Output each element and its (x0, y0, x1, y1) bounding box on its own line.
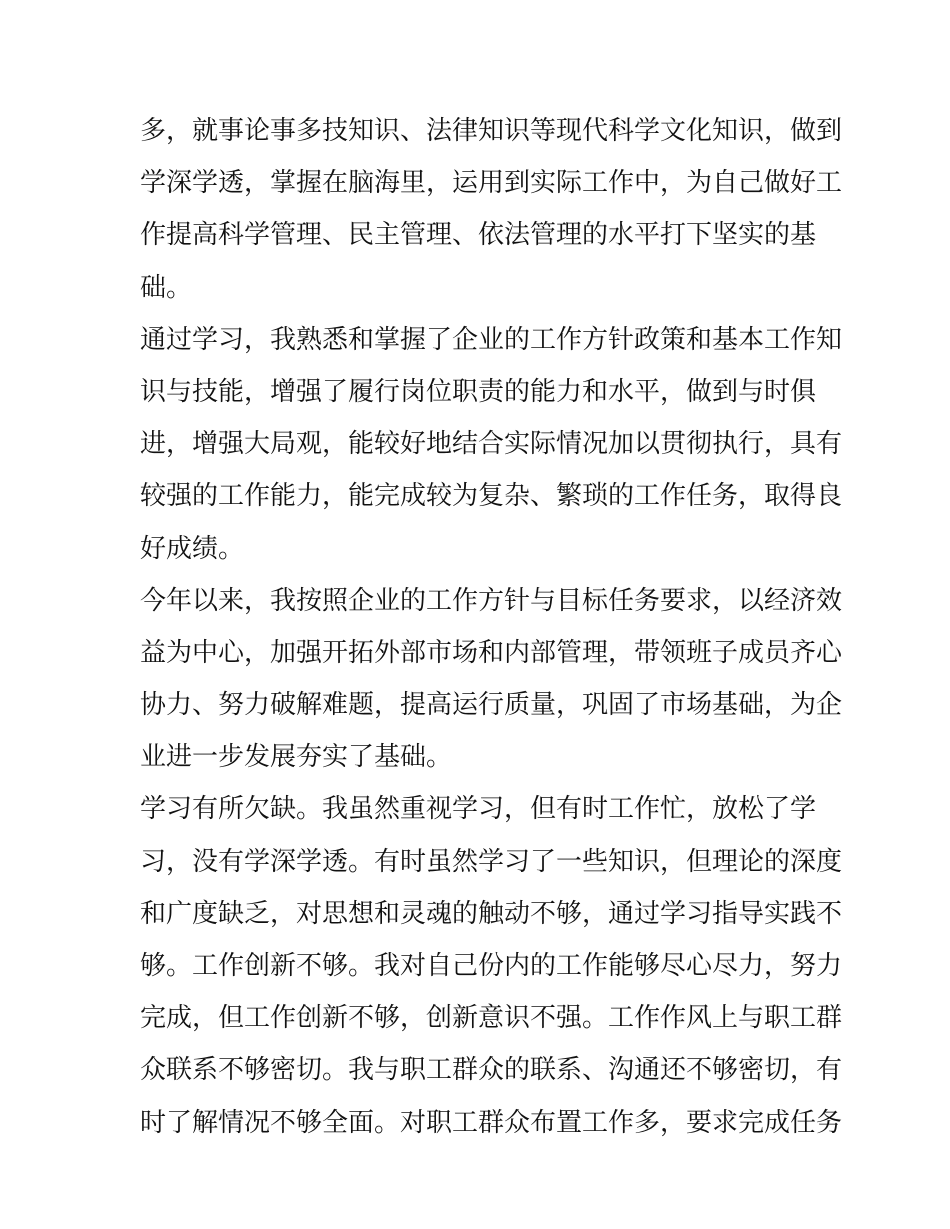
text-line: 够。工作创新不够。我对自己份内的工作能够尽心尽力，努力 (140, 951, 843, 981)
text-line: 通过学习，我熟悉和掌握了企业的工作方针政策和基本工作知 (140, 324, 843, 355)
text-line: 习，没有学深学透。有时虽然学习了一些知识，但理论的深度 (140, 846, 843, 877)
text-line: 识与技能，增强了履行岗位职责的能力和水平，做到与时俱 (140, 376, 817, 407)
text-line: 好成绩。 (140, 533, 245, 564)
text-line: 作提高科学管理、民主管理、依法管理的水平打下坚实的基 (140, 220, 817, 251)
text-line: 完成，但工作创新不够，创新意识不强。工作作风上与职工群 (140, 1003, 843, 1034)
text-line: 学习有所欠缺。我虽然重视学习，但有时工作忙，放松了学 (140, 794, 817, 825)
text-line: 协力、努力破解难题，提高运行质量，巩固了市场基础，为企 (140, 690, 843, 721)
text-line: 今年以来，我按照企业的工作方针与目标任务要求，以经济效 (140, 585, 843, 616)
text-line: 众联系不够密切。我与职工群众的联系、沟通还不够密切，有 (140, 1055, 843, 1086)
text-line: 业进一步发展夯实了基础。 (140, 742, 453, 773)
text-line: 学深学透，掌握在脑海里，运用到实际工作中，为自己做好工 (140, 168, 843, 199)
text-line: 益为中心，加强开拓外部市场和内部管理，带领班子成员齐心 (140, 637, 843, 668)
text-line: 础。 (140, 272, 193, 303)
text-line: 进，增强大局观，能较好地结合实际情况加以贯彻执行，具有 (140, 429, 843, 460)
text-line: 时了解情况不够全面。对职工群众布置工作多，要求完成任务 (140, 1107, 843, 1138)
text-line: 多，就事论事多技知识、法律知识等现代科学文化知识，做到 (140, 116, 843, 146)
body-text (140, 105, 843, 1149)
text-line: 较强的工作能力，能完成较为复杂、繁琐的工作任务，取得良 (140, 481, 843, 512)
text-line: 和广度缺乏，对思想和灵魂的触动不够，通过学习指导实践不 (140, 898, 843, 929)
